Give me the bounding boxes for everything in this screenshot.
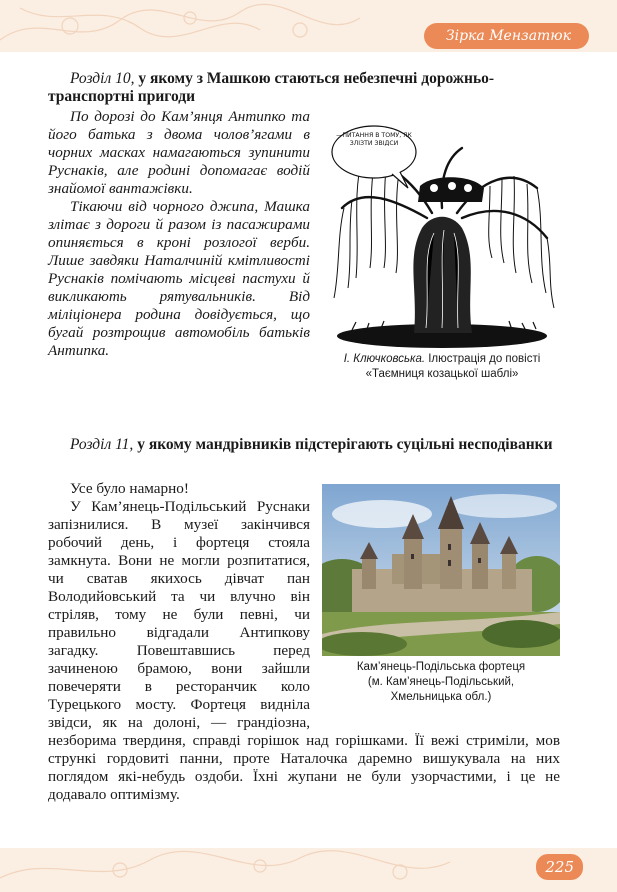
photo-caption-line-3: Хмельницька обл.) (390, 691, 492, 703)
section-11-lead: Розділ 11, (70, 436, 134, 453)
section-11-body (48, 480, 560, 804)
section-10-paragraph-2: Тікаючи від чорного джипа, Машка злітає з дороги й разом із пасажирами опиняється в кроні розлогої верби. Лише завдяки Наталчиній кмітливості Руснаків помічають місцеві пастухи й викликають рятувальників. Від міліціонера родина довідується, що бугай розтрощив автомобіль батьків Антипка. (48, 198, 310, 359)
section-11-title (48, 436, 560, 454)
section-11-heading: у якому мандрівників підстерігають суцільні несподіванки (133, 436, 553, 453)
section-10-title (48, 70, 560, 106)
footer-ornament (0, 848, 617, 892)
section-11-paragraph: У Кам’янець-Подільський Руснаки запізнилися. В музеї закінчився робочий день, і фортеця стояла замкнута. Вони не могли розпитатися, чи сватав якихось дівчат пан Володийовський та чи влучно він стріляв, тому не були певні, чи правильно відгадали Антипкову загадку. Повештавшись перед зачиненою брамою, вони зайшли повечеряти в ресторанчик коло Турецького мосту. Фортеця видніла звідси, як на долоні, — грандіозна, незборима твердиня, справді горішок над горішками. Її вежі стриміли, мов стрункі гордовиті панни, проте Наталочка даремно вишукувала на них поглядом які-небудь оздоби. Їхні жупани не були узорчастими, і це не додавало оптимізму. (48, 498, 560, 803)
footer-band (0, 848, 617, 892)
speech-bubble-text: —ПИТАННЯ В ТОМУ, ЯК ЗЛІЗТИ ЗВІДСИ (336, 132, 412, 147)
section-10-lead: Розділ 10, (70, 70, 135, 87)
section-11-first-line: Усе було намарно! (70, 480, 189, 497)
header-band (0, 0, 617, 52)
section-10-paragraph-1: По дорозі до Кам’янця Антипко та його батька з двома чолов’ягами в чорних масках намагаються зупинити Руснаків, але родині допомагає водій знайомої вантажівки. (48, 108, 310, 197)
photo-float-spacer (310, 480, 560, 722)
willow-tree-illustration (322, 118, 562, 350)
photo-caption-line-2: (м. Кам’янець-Подільський, (367, 676, 515, 688)
photo-caption-line-1: Кам’янець-Подільська фортеця (356, 661, 526, 673)
page-number: 225 (536, 854, 583, 880)
section-10-summary (48, 108, 310, 360)
caption-text: Ілюстрація до повісті «Таємниця козацької шаблі» (365, 353, 541, 380)
illustration-caption (322, 352, 562, 382)
willow-tree-drawing (322, 118, 562, 350)
section-10-heading: у якому з Машкою стаються небезпечні дорожньо-транспортні пригоди (48, 70, 495, 105)
caption-author: І. Ключковська. (343, 353, 426, 365)
book-title-tab: Зірка Мензатюк (424, 23, 589, 49)
